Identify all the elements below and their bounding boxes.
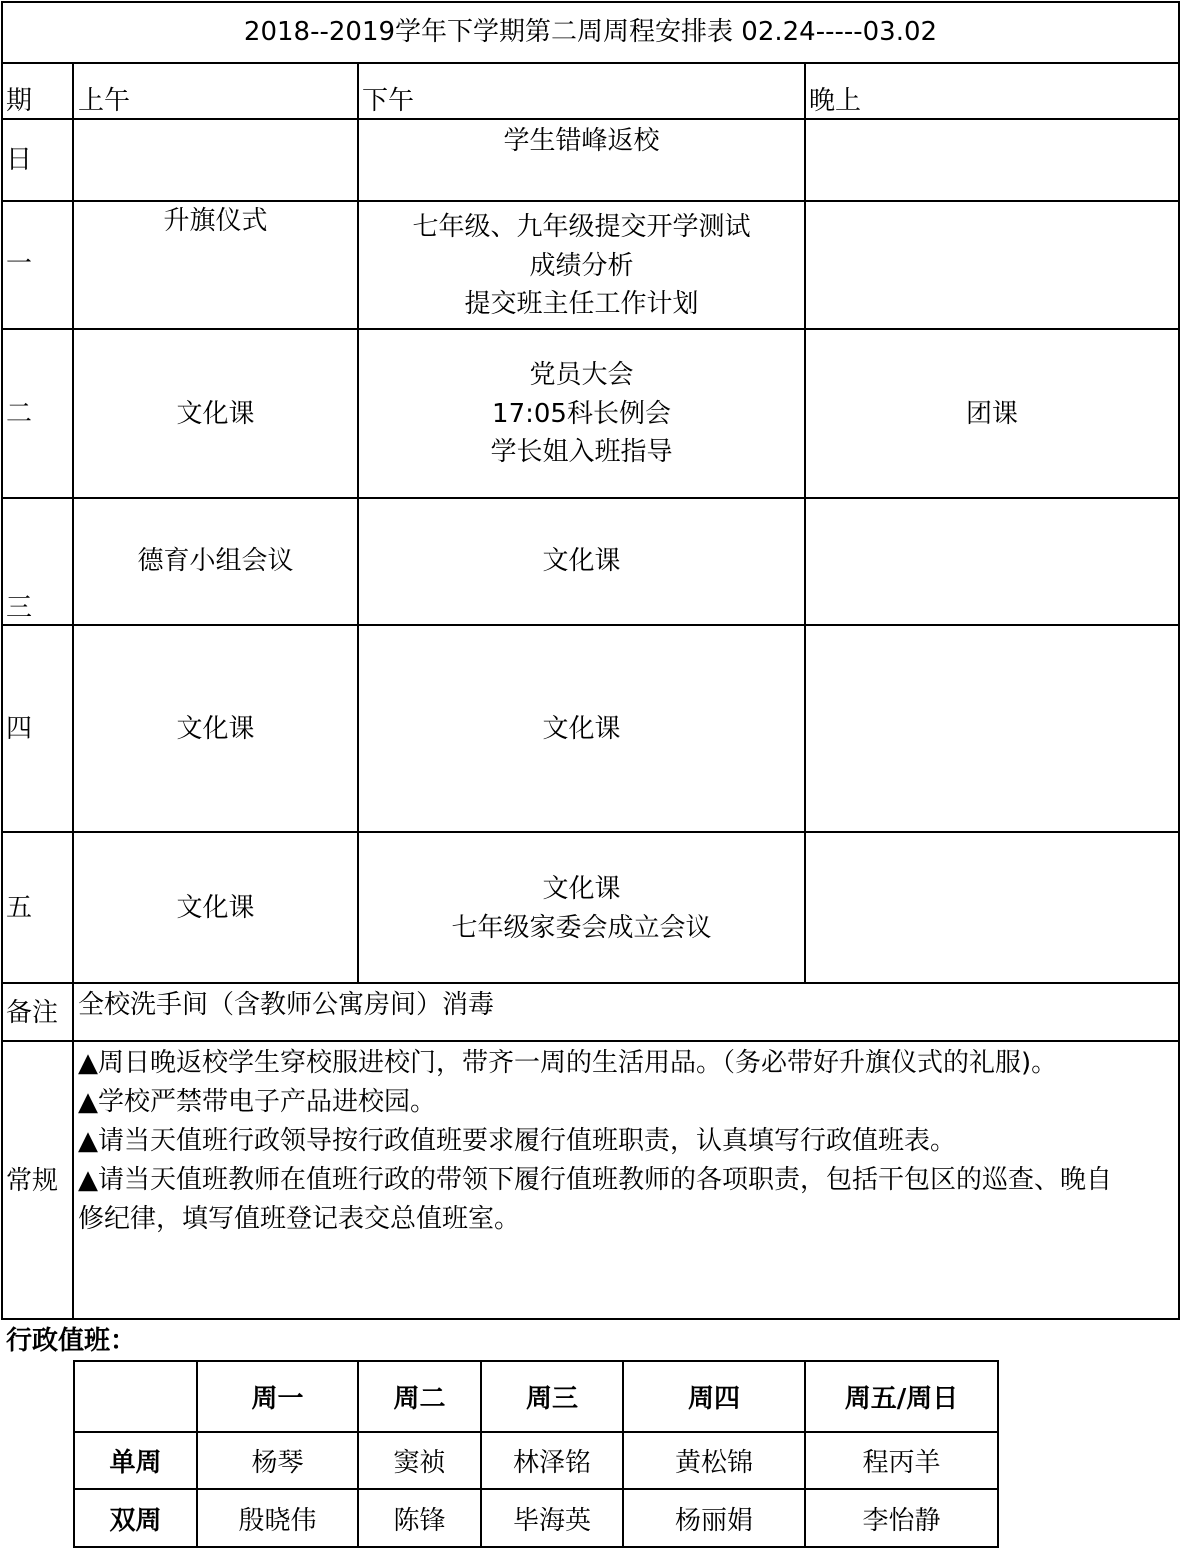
duty-name: 陈锋 <box>358 1489 481 1547</box>
cell-sun-afternoon: 学生错峰返校 <box>503 126 660 156</box>
cell-line: 提交班主任工作计划 <box>464 289 699 319</box>
day-label-wed: 三 <box>6 593 33 623</box>
grid-line <box>1 118 1180 120</box>
duty-name: 黄松锦 <box>623 1432 805 1489</box>
duty-name: 李怡静 <box>805 1489 998 1547</box>
grid-line <box>804 62 806 984</box>
cell-thu-afternoon: 文化课 <box>542 714 621 744</box>
grid-line <box>1 497 1180 499</box>
day-label-fri: 五 <box>6 893 33 923</box>
day-label-mon: 一 <box>6 249 33 279</box>
cell-mon-morning: 升旗仪式 <box>163 206 268 236</box>
cell-line: 学长姐入班指导 <box>490 437 673 467</box>
day-label-sun: 日 <box>6 145 33 175</box>
header-period: 期 <box>6 86 33 116</box>
cell-wed-morning: 德育小组会议 <box>137 546 294 576</box>
page-title: 2018--2019学年下学期第二周周程安排表 02.24-----03.02 <box>243 17 938 47</box>
grid-line <box>1 62 1180 64</box>
cell-line: 成绩分析 <box>529 251 634 281</box>
duty-name: 林泽铭 <box>481 1432 623 1489</box>
duty-row-odd <box>74 1432 998 1489</box>
duty-heading: 行政值班： <box>6 1326 137 1356</box>
duty-col-mon: 周一 <box>197 1361 358 1432</box>
header-evening: 晚上 <box>809 86 862 116</box>
grid-line <box>1 624 1180 626</box>
duty-row-label: 单周 <box>74 1432 197 1489</box>
routine-line: ▲请当天值班教师在值班行政的带领下履行值班教师的各项职责，包括干包区的巡查、晚自 <box>78 1165 1112 1195</box>
cell-thu-morning: 文化课 <box>176 714 255 744</box>
grid-line <box>1 1040 1180 1042</box>
routine-label: 常规 <box>6 1166 59 1196</box>
duty-row-even <box>74 1489 998 1547</box>
grid-line <box>1 1 3 1320</box>
grid-line <box>357 62 359 984</box>
day-label-tue: 二 <box>6 399 33 429</box>
day-label-thu: 四 <box>6 714 33 744</box>
cell-line: 17:05科长例会 <box>492 399 671 429</box>
duty-col-tue: 周二 <box>358 1361 481 1432</box>
duty-header-row <box>74 1361 998 1432</box>
duty-table <box>73 1360 999 1548</box>
routine-line: 修纪律，填写值班登记表交总值班室。 <box>78 1204 521 1234</box>
duty-name: 程丙羊 <box>805 1432 998 1489</box>
cell-line: 党员大会 <box>529 360 634 390</box>
cell-wed-afternoon: 文化课 <box>542 546 621 576</box>
routine-line: ▲学校严禁带电子产品进校园。 <box>78 1087 436 1117</box>
cell-line: 七年级家委会成立会议 <box>451 913 712 943</box>
cell-line: 七年级、九年级提交开学测试 <box>412 212 751 242</box>
duty-row-label: 双周 <box>74 1489 197 1547</box>
grid-line <box>1178 1 1180 1320</box>
routine-line: ▲周日晚返校学生穿校服进校门，带齐一周的生活用品。（务必带好升旗仪式的礼服)。 <box>78 1048 1058 1078</box>
grid-line <box>1 1318 1180 1320</box>
notes-text: 全校洗手间（含教师公寓房间）消毒 <box>78 990 495 1020</box>
duty-col-thu: 周四 <box>623 1361 805 1432</box>
duty-name: 殷晓伟 <box>197 1489 358 1547</box>
cell-line: 文化课 <box>542 874 621 904</box>
grid-line <box>72 62 74 1320</box>
notes-label: 备注 <box>6 998 59 1028</box>
duty-name: 杨琴 <box>197 1432 358 1489</box>
grid-line <box>1 328 1180 330</box>
duty-col-fri-sun: 周五/周日 <box>805 1361 998 1432</box>
grid-line <box>1 831 1180 833</box>
grid-line <box>1 982 1180 984</box>
duty-header-blank <box>74 1361 197 1432</box>
duty-name: 杨丽娟 <box>623 1489 805 1547</box>
routine-line: ▲请当天值班行政领导按行政值班要求履行值班职责，认真填写行政值班表。 <box>78 1126 956 1156</box>
cell-fri-morning: 文化课 <box>176 893 255 923</box>
header-afternoon: 下午 <box>362 86 415 116</box>
duty-name: 窦祯 <box>358 1432 481 1489</box>
cell-tue-morning: 文化课 <box>176 399 255 429</box>
grid-line <box>1 1 1180 3</box>
duty-name: 毕海英 <box>481 1489 623 1547</box>
duty-col-wed: 周三 <box>481 1361 623 1432</box>
header-morning: 上午 <box>78 86 131 116</box>
cell-tue-evening: 团课 <box>965 399 1018 429</box>
